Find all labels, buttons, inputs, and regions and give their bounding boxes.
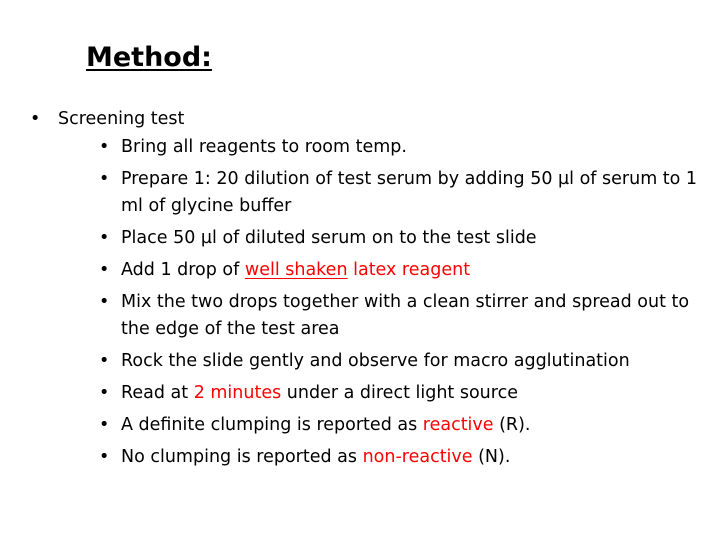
highlight-latex-reagent: latex reagent: [347, 260, 471, 280]
bullet: •: [99, 228, 110, 248]
bullet: •: [99, 415, 110, 435]
section-screening-test: [30, 106, 185, 133]
list-item: [99, 257, 711, 284]
step-text: Bring all reagents to room temp.: [121, 137, 407, 157]
list-item: [99, 134, 711, 161]
highlight-non-reactive: non-reactive: [362, 447, 473, 467]
list-item: [99, 289, 711, 343]
step-text: No clumping is reported as: [121, 447, 363, 467]
bullet: •: [99, 169, 110, 189]
step-text: (R).: [493, 415, 531, 435]
list-item: [99, 444, 711, 471]
list-item: [99, 412, 711, 439]
list-item: [99, 166, 711, 220]
section-label: Screening test: [58, 109, 185, 129]
list-item: [99, 380, 711, 407]
bullet: •: [99, 351, 110, 371]
list-item: [99, 225, 711, 252]
step-text: Rock the slide gently and observe for macro agglutination: [121, 351, 630, 371]
step-text: (N).: [472, 447, 511, 467]
bullet: •: [99, 447, 110, 467]
step-text: Prepare 1: 20 dilution of test serum by adding 50 µl of serum to 1 ml of glycine buffer: [121, 169, 698, 216]
bullet: •: [99, 292, 110, 312]
highlight-2-minutes: 2 minutes: [193, 383, 282, 403]
step-text: Read at: [121, 383, 194, 403]
step-text: Mix the two drops together with a clean stirrer and spread out to the edge of the test area: [121, 292, 690, 339]
step-text: under a direct light source: [281, 383, 518, 403]
bullet: •: [30, 109, 41, 129]
screening-steps-list: [99, 134, 711, 476]
bullet: •: [99, 137, 110, 157]
step-text: A definite clumping is reported as: [121, 415, 423, 435]
step-text: Add 1 drop of: [121, 260, 245, 280]
slide-title: Method:: [86, 42, 212, 73]
list-item: [99, 348, 711, 375]
bullet: •: [99, 260, 110, 280]
highlight-well-shaken: well shaken: [244, 260, 348, 280]
highlight-reactive: reactive: [422, 415, 494, 435]
bullet: •: [99, 383, 110, 403]
step-text: Place 50 µl of diluted serum on to the test slide: [121, 228, 537, 248]
